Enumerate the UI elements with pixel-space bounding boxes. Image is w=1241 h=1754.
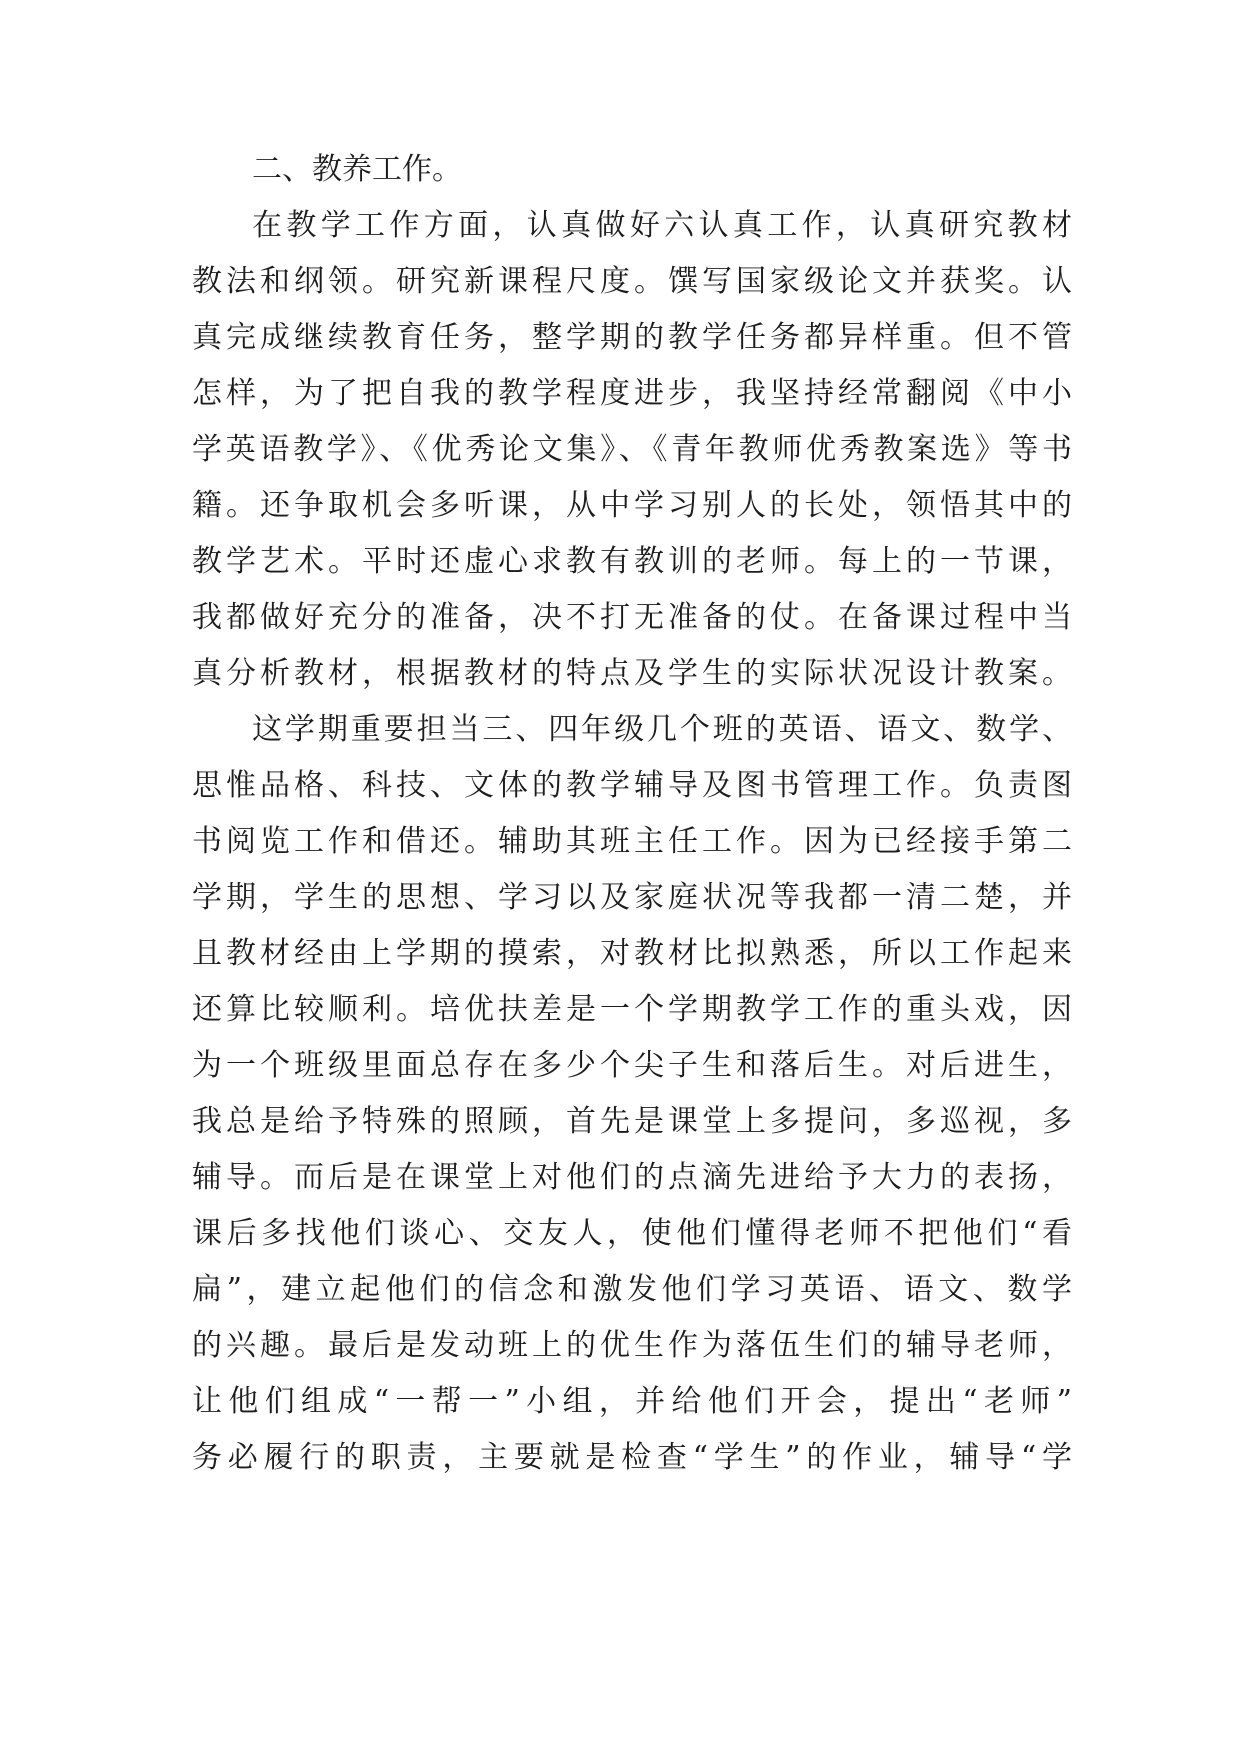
paragraph-line: 我都做好充分的准备，决不打无准备的仗。在备课过程中当 — [192, 600, 1072, 635]
paragraph-line: 辅导。而后是在课堂上对他们的点滴先进给予大力的表扬， — [192, 1160, 1072, 1195]
paragraph-line: 学期，学生的思想、学习以及家庭状况等我都一清二楚，并 — [192, 880, 1072, 915]
paragraph-line: 书阅览工作和借还。辅助其班主任工作。因为已经接手第二 — [192, 824, 1072, 859]
paragraph-line: 还算比较顺利。培优扶差是一个学期教学工作的重头戏，因 — [192, 992, 1072, 1027]
paragraph-line: 思惟品格、科技、文体的教学辅导及图书管理工作。负责图 — [192, 768, 1072, 803]
paragraph-line: 学英语教学》、《优秀论文集》、《青年教师优秀教案选》等书 — [192, 432, 1072, 467]
paragraph-line: 籍。还争取机会多听课，从中学习别人的长处，领悟其中的 — [192, 488, 1072, 523]
paragraph-line: 教法和纲领。研究新课程尺度。馔写国家级论文并获奖。认 — [192, 264, 1072, 299]
paragraph-line: 为一个班级里面总存在多少个尖子生和落后生。对后进生， — [192, 1048, 1072, 1083]
paragraph-line: 我总是给予特殊的照顾，首先是课堂上多提问，多巡视，多 — [192, 1104, 1072, 1139]
paragraph-line: 让他们组成“一帮一”小组，并给他们开会，提出“老师” — [192, 1384, 1072, 1419]
paragraph-line: 的兴趣。最后是发动班上的优生作为落伍生们的辅导老师， — [192, 1328, 1072, 1363]
paragraph-line: 且教材经由上学期的摸索，对教材比拟熟悉，所以工作起来 — [192, 936, 1072, 971]
paragraph-line: 真分析教材，根据教材的特点及学生的实际状况设计教案。 — [192, 656, 1072, 691]
paragraph-line: 怎样，为了把自我的教学程度进步，我坚持经常翻阅《中小 — [192, 376, 1072, 411]
paragraph-line: 这学期重要担当三、四年级几个班的英语、语文、数学、 — [252, 712, 1072, 747]
paragraph-line: 真完成继续教育任务，整学期的教学任务都异样重。但不管 — [192, 320, 1072, 355]
paragraph-line: 教学艺术。平时还虚心求教有教训的老师。每上的一节课， — [192, 544, 1072, 579]
section-heading: 二、教养工作。 — [252, 152, 462, 187]
paragraph-line: 务必履行的职责，主要就是检查“学生”的作业，辅导“学 — [192, 1440, 1072, 1475]
paragraph-line: 课后多找他们谈心、交友人，使他们懂得老师不把他们“看 — [192, 1216, 1072, 1251]
paragraph-line: 扁”，建立起他们的信念和激发他们学习英语、语文、数学 — [192, 1272, 1072, 1307]
paragraph-line: 在教学工作方面，认真做好六认真工作，认真研究教材 — [252, 208, 1072, 243]
